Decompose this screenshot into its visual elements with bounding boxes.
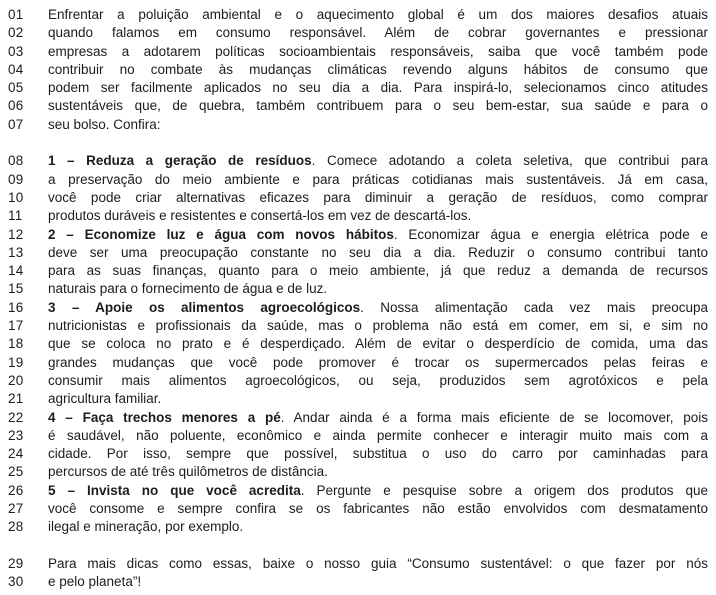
line-text <box>48 226 708 244</box>
line-row <box>8 445 708 463</box>
line-row <box>8 116 708 134</box>
line-row <box>8 390 708 408</box>
line-bold-text: 4 – Faça trechos menores a pé <box>48 409 281 425</box>
line-regular-text: Enfrentar a poluição ambiental e o aquecimento global é um dos maiores desafios atuais <box>48 7 708 22</box>
line-text <box>48 189 708 207</box>
line-row <box>8 61 708 79</box>
line-row <box>8 463 708 481</box>
line-regular-text: cidade. Por isso, sempre que possível, substitua o uso do carro por caminhadas para <box>48 446 708 462</box>
document-lines <box>8 6 708 592</box>
line-text <box>48 152 708 170</box>
line-regular-text: consumir mais alimentos agroecológicos, ou seja, produzidos sem agrotóxicos e pela <box>48 372 708 388</box>
line-row <box>8 372 708 390</box>
line-row <box>8 555 708 573</box>
line-text <box>48 518 708 536</box>
line-number: 18 <box>8 336 24 352</box>
line-bold-text: 3 – Apoie os alimentos agroecológicos <box>48 299 361 315</box>
line-regular-text: agricultura familiar. <box>48 391 162 407</box>
line-number: 06 <box>8 98 24 114</box>
line-text <box>48 6 708 24</box>
line-regular-text: naturais para o fornecimento de água e de luz. <box>48 281 328 297</box>
line-row <box>8 24 708 42</box>
line-text <box>48 555 708 573</box>
line-text <box>48 500 708 518</box>
line-number: 05 <box>8 80 24 96</box>
line-number: 12 <box>8 226 24 242</box>
line-number: 27 <box>8 501 24 517</box>
line-row <box>8 500 708 518</box>
line-row <box>8 226 708 244</box>
line-regular-text: . Nossa alimentação cada vez mais preocupa <box>360 299 708 315</box>
line-regular-text: você pode criar alternativas eficazes para diminuir a geração de resíduos, como comprar <box>48 189 708 205</box>
line-number: 10 <box>8 189 24 205</box>
line-regular-text: para as suas finanças, quanto para o meio ambiente, já que reduz a demanda de recursos <box>48 263 708 279</box>
line-number: 21 <box>8 391 24 407</box>
line-regular-text: seu bolso. Confira: <box>48 116 161 132</box>
line-row <box>8 335 708 353</box>
line-regular-text: grandes mudanças que você pode promover é trocar os supermercados pelas feiras e <box>48 354 708 370</box>
line-regular-text: e pelo planeta”! <box>48 574 142 590</box>
line-text <box>48 390 708 408</box>
line-row <box>8 573 708 591</box>
line-row <box>8 79 708 97</box>
line-number: 07 <box>8 116 24 132</box>
line-text <box>48 61 708 79</box>
line-row <box>8 354 708 372</box>
line-regular-text: a preservação do meio ambiente e para práticas cotidianas mais sustentáveis. Já em casa, <box>48 171 708 187</box>
line-number: 20 <box>8 372 24 388</box>
line-number: 17 <box>8 318 24 334</box>
line-row <box>8 299 708 317</box>
line-number: 04 <box>8 61 24 77</box>
line-row <box>8 244 708 262</box>
line-regular-text: . Andar ainda é a forma mais eficiente de se locomover, pois <box>280 409 709 425</box>
line-number: 16 <box>8 299 24 315</box>
line-regular-text: contribuir no combate às mudanças climáticas revendo alguns hábitos de consumo que <box>48 61 708 77</box>
line-number: 11 <box>8 208 23 224</box>
line-text <box>48 244 708 262</box>
line-number: 03 <box>8 43 24 59</box>
line-number: 08 <box>8 153 24 169</box>
line-row <box>8 171 708 189</box>
line-regular-text: quando falamos em consumo responsável. Além de cobrar governantes e pressionar <box>48 25 708 41</box>
line-row <box>8 427 708 445</box>
line-text <box>48 335 708 353</box>
line-text <box>48 445 708 463</box>
line-text <box>48 24 708 42</box>
line-row <box>8 317 708 335</box>
line-text <box>48 97 708 115</box>
line-bold-text: 2 – Economize luz e água com novos hábitos <box>48 226 394 242</box>
line-text <box>48 427 708 445</box>
line-number: 02 <box>8 25 24 41</box>
line-number: 23 <box>8 427 24 443</box>
line-number: 13 <box>8 244 24 260</box>
line-regular-text: Para mais dicas como essas, baixe o nosso guia “Consumo sustentável: o que fazer por nós <box>48 555 708 571</box>
line-text <box>48 317 708 335</box>
line-bold-text: 5 – Invista no que você acredita <box>48 482 301 498</box>
line-regular-text: é saudável, não poluente, econômico e ainda permite conhecer e interagir muito mais com a <box>48 427 708 443</box>
line-text <box>48 116 708 134</box>
line-text <box>48 43 708 61</box>
line-text <box>48 207 708 225</box>
line-row <box>8 409 708 427</box>
line-row <box>8 189 708 207</box>
line-regular-text: empresas a adotarem políticas socioambientais responsáveis, saiba que você também pode <box>48 43 708 59</box>
line-text <box>48 79 708 97</box>
line-number: 15 <box>8 281 24 297</box>
line-regular-text: . Economizar água e energia elétrica pode e <box>393 226 708 242</box>
line-bold-text: 1 – Reduza a geração de resíduos <box>48 153 312 169</box>
line-row <box>8 518 708 536</box>
line-regular-text: podem ser facilmente aplicados no seu dia a dia. Para inspirá-lo, selecionamos cinco atitudes <box>48 80 708 96</box>
line-number: 26 <box>8 482 24 498</box>
line-number: 24 <box>8 446 24 462</box>
line-number: 19 <box>8 354 24 370</box>
line-regular-text: você consome e sempre confira se os fabricantes não estão envolvidos com desmatamento <box>48 501 708 517</box>
line-number: 01 <box>8 7 24 22</box>
line-row <box>8 97 708 115</box>
line-row <box>8 262 708 280</box>
line-text <box>48 573 708 591</box>
line-regular-text: ilegal e mineração, por exemplo. <box>48 519 244 535</box>
line-text <box>48 262 708 280</box>
line-regular-text: sustentáveis que, de quebra, também contribuem para o seu bem-estar, sua saúde e para o <box>48 98 708 114</box>
line-row <box>8 43 708 61</box>
line-number: 09 <box>8 171 24 187</box>
line-text <box>48 299 708 317</box>
line-text <box>48 280 708 298</box>
line-text <box>48 354 708 372</box>
line-regular-text: que se coloca no prato e é desperdiçado. Além de evitar o desperdício de comida, uma das <box>48 336 708 352</box>
line-row <box>8 6 708 24</box>
line-number: 25 <box>8 464 24 480</box>
line-row <box>8 482 708 500</box>
line-regular-text: . Comece adotando a coleta seletiva, que contribui para <box>311 153 708 169</box>
line-number: 29 <box>8 555 24 571</box>
line-row <box>8 152 708 170</box>
line-regular-text: produtos duráveis e resistentes e consertá-los em vez de descartá-los. <box>48 208 472 224</box>
line-text <box>48 463 708 481</box>
line-text <box>48 171 708 189</box>
line-text <box>48 409 708 427</box>
line-text <box>48 482 708 500</box>
line-number: 30 <box>8 574 24 590</box>
line-row <box>8 280 708 298</box>
line-regular-text: deve ser uma preocupação constante no seu dia a dia. Reduzir o consumo contribui tanto <box>48 244 708 260</box>
line-row <box>8 207 708 225</box>
line-text <box>48 372 708 390</box>
line-number: 22 <box>8 409 24 425</box>
line-number: 14 <box>8 263 24 279</box>
line-number: 28 <box>8 519 24 535</box>
line-regular-text: nutricionistas e profissionais da saúde, mas o problema não está em comer, em si, e sim no <box>48 318 708 334</box>
line-regular-text: percursos de até três quilômetros de distância. <box>48 464 328 480</box>
line-regular-text: . Pergunte e pesquise sobre a origem dos produtos que <box>300 482 708 498</box>
